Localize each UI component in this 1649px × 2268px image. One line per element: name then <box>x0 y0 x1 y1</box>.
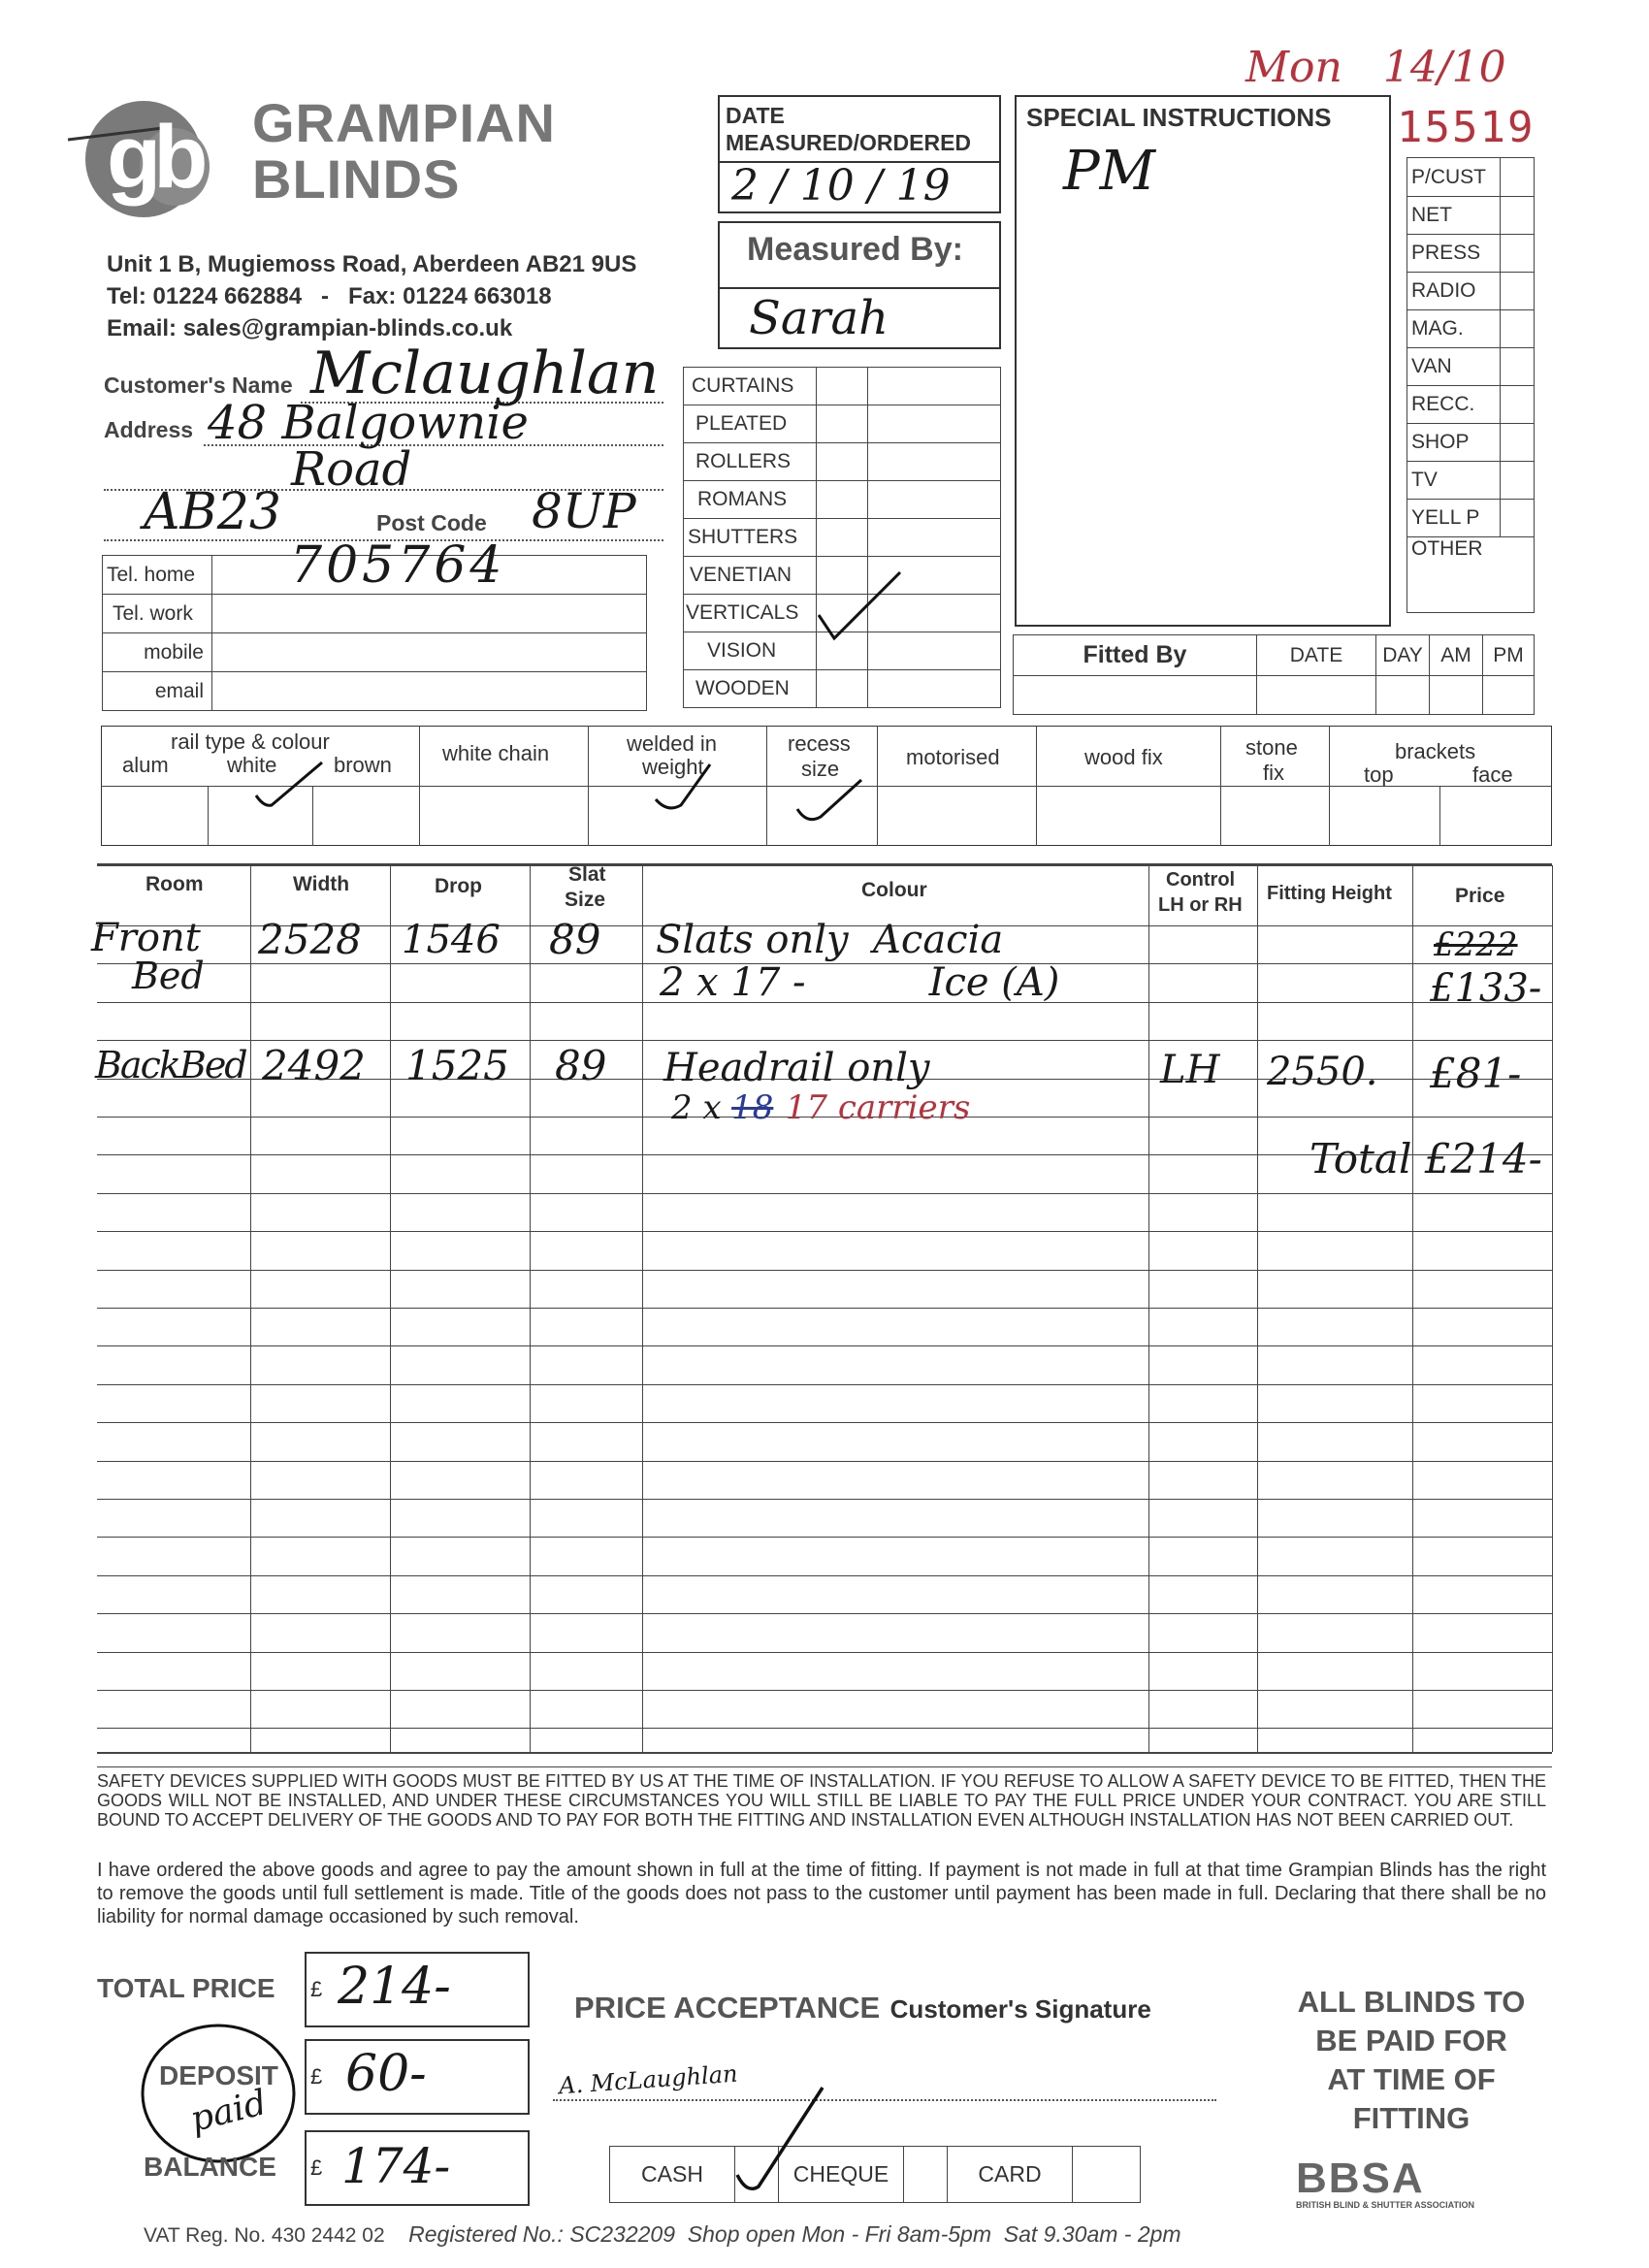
col-control-2: LH or RH <box>1158 894 1243 916</box>
row1-room-2: Bed <box>132 955 205 997</box>
type-curtains: CURTAINS <box>684 368 817 405</box>
deposit-box <box>305 2039 530 2115</box>
white-chain-label: white chain <box>442 741 550 765</box>
table-row <box>97 1422 1552 1423</box>
row2-room: BackBed <box>95 1044 246 1086</box>
fitted-pm-label: PM <box>1483 635 1535 676</box>
vat-number: VAT Reg. No. 430 2442 02 <box>144 2224 385 2247</box>
deposit-currency: £ <box>310 2064 323 2089</box>
price-acceptance-label: PRICE ACCEPTANCE <box>574 1991 881 2025</box>
contact-table <box>102 536 647 711</box>
date-label-2: MEASURED/ORDERED <box>726 130 972 155</box>
cash-option[interactable]: CASH <box>610 2147 735 2203</box>
source-row <box>1407 462 1535 500</box>
payment-check-mark <box>733 2086 830 2202</box>
row1-room-1: Front <box>91 916 201 960</box>
signature-line[interactable] <box>553 2099 1216 2101</box>
tel-home-label: Tel. home <box>103 556 212 595</box>
notice-line-2: BE PAID FOR <box>1315 2024 1507 2057</box>
bbsa-text: BBSA <box>1296 2155 1425 2202</box>
source-row <box>1407 348 1535 386</box>
table-row <box>97 1766 1552 1767</box>
col-fitting-height: Fitting Height <box>1267 883 1392 904</box>
bbsa-subtext: BRITISH BLIND & SHUTTER ASSOCIATION <box>1296 2200 1474 2210</box>
brown-label: brown <box>334 753 392 777</box>
fitted-date-label: DATE <box>1257 635 1376 676</box>
type-romans: ROMANS <box>684 481 817 519</box>
col-width: Width <box>293 873 350 895</box>
blind-types-table <box>683 367 1001 708</box>
table-row <box>97 1461 1552 1462</box>
stone-label-1: stone <box>1245 735 1298 760</box>
tel-home-value: 705764 <box>290 536 506 595</box>
table-row <box>97 1728 1552 1729</box>
brackets-label: brackets <box>1395 739 1476 763</box>
customer-name-label: Customer's Name <box>104 373 293 398</box>
fitted-by-label: Fitted By <box>1014 635 1257 676</box>
row2-colour-2-prefix: 2 x <box>671 1088 722 1127</box>
row1-price-struck: £222 <box>1434 925 1518 964</box>
table-row <box>97 1652 1552 1653</box>
special-instructions-box <box>1015 95 1391 627</box>
table-bottom-border <box>97 1752 1552 1754</box>
type-shutters: SHUTTERS <box>684 519 817 557</box>
total-price-value: 214- <box>338 1958 451 2016</box>
customer-signature-label: Customer's Signature <box>889 1994 1151 2024</box>
table-row <box>97 1690 1552 1691</box>
type-pleated: PLEATED <box>684 405 817 443</box>
deposit-label: DEPOSIT <box>159 2060 278 2090</box>
fitted-table <box>1013 634 1535 715</box>
motorised-label: motorised <box>906 745 1000 769</box>
verticals-check-mark <box>817 567 904 644</box>
type-venetian: VENETIAN <box>684 557 817 595</box>
notice-line-4: FITTING <box>1352 2101 1471 2135</box>
col-price: Price <box>1455 885 1505 907</box>
source-press: PRESS <box>1407 235 1501 273</box>
table-row <box>97 1613 1552 1614</box>
tel-work-field[interactable] <box>212 595 647 633</box>
tel-work-label: Tel. work <box>103 595 212 633</box>
col-drop: Drop <box>435 875 482 897</box>
source-row <box>1407 310 1535 348</box>
white-check-mark <box>250 757 328 815</box>
welded-label-1: welded in <box>627 731 717 756</box>
measured-by-box <box>718 221 1001 349</box>
row2-control: LH <box>1160 1048 1220 1092</box>
fitted-date-field[interactable] <box>1257 676 1376 715</box>
table-row <box>97 1345 1552 1346</box>
tel-home-field[interactable] <box>212 536 647 595</box>
alum-label: alum <box>122 753 169 777</box>
col-room: Room <box>146 873 204 895</box>
notice-line-3: AT TIME OF <box>1327 2062 1496 2096</box>
special-instructions-value: PM <box>1063 140 1156 203</box>
col-control-1: Control <box>1166 869 1236 891</box>
row2-colour-2-struck: 18 <box>731 1088 774 1127</box>
cheque-check-box[interactable] <box>904 2147 948 2203</box>
date-value: 2 / 10 / 19 <box>731 161 951 211</box>
table-row <box>97 1575 1552 1576</box>
recess-check-mark <box>793 776 871 834</box>
stone-label-2: fix <box>1263 761 1284 785</box>
welded-check-mark <box>652 761 729 819</box>
company-name-line2: BLINDS <box>252 148 461 210</box>
order-total: Total £214- <box>1310 1135 1542 1183</box>
source-row <box>1407 158 1535 197</box>
row1-price: £133- <box>1430 966 1542 1011</box>
table-row <box>97 1231 1552 1232</box>
total-price-label: TOTAL PRICE <box>97 1973 275 2003</box>
source-row <box>1407 424 1535 462</box>
table-row <box>97 1308 1552 1309</box>
footer <box>144 2221 1181 2248</box>
source-radio: RADIO <box>1407 273 1501 310</box>
company-logo <box>68 89 233 225</box>
row2-slat: 89 <box>555 1042 607 1089</box>
payment-notice <box>1251 1983 1571 2138</box>
welded-label-2: weight <box>642 755 704 779</box>
mobile-label: mobile <box>103 633 212 672</box>
date-box <box>718 95 1001 213</box>
customer-signature: A. McLaughlan <box>558 2059 739 2100</box>
card-check-box[interactable] <box>1073 2147 1141 2203</box>
payment-method-table <box>609 2146 1141 2203</box>
deposit-note: paid <box>186 2083 271 2140</box>
deposit-value: 60- <box>345 2045 427 2103</box>
postcode-value: 8UP <box>532 483 636 539</box>
type-rollers: ROLLERS <box>684 443 817 481</box>
row1-drop: 1546 <box>402 918 501 962</box>
source-other: OTHER <box>1407 537 1535 613</box>
source-row <box>1407 537 1535 613</box>
source-net: NET <box>1407 197 1501 235</box>
brackets-top-label: top <box>1364 762 1394 787</box>
logo-letters: gb <box>107 108 201 207</box>
address-label: Address <box>104 417 194 442</box>
recess-label-2: size <box>801 757 840 781</box>
type-verticals: VERTICALS <box>684 595 817 632</box>
measured-by-value: Sarah <box>749 291 889 345</box>
total-price-box <box>305 1952 530 2027</box>
table-row <box>97 1193 1552 1194</box>
top-note: Mon 14/10 <box>1245 43 1506 92</box>
row2-drop: 1525 <box>405 1042 509 1089</box>
balance-value: 174- <box>341 2138 451 2194</box>
company-email: Email: sales@grampian-blinds.co.uk <box>107 315 513 341</box>
card-option[interactable]: CARD <box>948 2147 1073 2203</box>
wood-fix-label: wood fix <box>1084 745 1163 769</box>
agreement-terms: I have ordered the above goods and agree to pay the amount shown in full at the time of fitting. If payment is not made in full at that time Grampian Blinds has the right to remove the goods until full settlement is made. Title of the goods does not pass to the customer until payment has been made in full. Declaring that there shall be no liability for normal damage occasioned by such removal. <box>97 1860 1546 1928</box>
col-slat-1: Slat <box>568 863 606 886</box>
fitted-day-label: DAY <box>1376 635 1430 676</box>
row2-width: 2492 <box>262 1042 366 1089</box>
balance-currency: £ <box>310 2155 323 2180</box>
row2-colour-2 <box>671 1088 970 1127</box>
brackets-face-label: face <box>1472 762 1513 787</box>
table-row <box>97 1537 1552 1538</box>
col-slat-2: Size <box>565 889 606 911</box>
source-row <box>1407 273 1535 310</box>
bbsa-logo <box>1296 2157 1568 2210</box>
source-tv: TV <box>1407 462 1501 500</box>
source-pcust: P/CUST <box>1407 158 1501 197</box>
customer-name-value: Mclaughlan <box>310 340 660 407</box>
recess-label-1: recess <box>788 731 851 756</box>
order-number: 15519 <box>1397 103 1536 152</box>
email-field[interactable] <box>212 672 647 711</box>
type-vision: VISION <box>684 632 817 670</box>
row1-width: 2528 <box>258 916 362 963</box>
date-label-1: DATE <box>726 103 785 128</box>
source-row <box>1407 235 1535 273</box>
company-contact <box>107 248 636 344</box>
row1-colour-2: 2 x 17 - Ice (A) <box>660 960 1060 1005</box>
address-line1: 48 Balgownie <box>208 396 529 450</box>
fitted-am-label: AM <box>1430 635 1483 676</box>
company-name <box>252 92 556 210</box>
row2-colour-1: Headrail only <box>663 1046 930 1090</box>
notice-line-1: ALL BLINDS TO <box>1297 1985 1526 2019</box>
table-row <box>97 1040 1552 1041</box>
type-wooden: WOODEN <box>684 670 817 708</box>
col-colour: Colour <box>861 879 927 901</box>
address-line3: AB23 <box>144 483 281 541</box>
source-recc: RECC. <box>1407 386 1501 424</box>
measured-by-label: Measured By: <box>747 231 963 268</box>
balance-box <box>305 2130 530 2206</box>
postcode-label: Post Code <box>376 510 487 535</box>
row1-slat: 89 <box>549 916 601 963</box>
company-tel-fax: Tel: 01224 662884 - Fax: 01224 663018 <box>107 283 552 309</box>
mobile-field[interactable] <box>212 633 647 672</box>
fitted-by-field[interactable] <box>1014 676 1257 715</box>
source-mag: MAG. <box>1407 310 1501 348</box>
special-instructions-label: SPECIAL INSTRUCTIONS <box>1026 103 1332 132</box>
row1-colour-1: Slats only Acacia <box>656 918 1004 962</box>
row2-fitting-height: 2550. <box>1267 1050 1378 1094</box>
source-row <box>1407 386 1535 424</box>
row2-price: £81- <box>1430 1050 1522 1097</box>
white-label: white <box>227 753 277 777</box>
email-label: email <box>103 672 212 711</box>
address-line2: Road <box>291 442 412 497</box>
company-name-line1: GRAMPIAN <box>252 92 556 153</box>
cheque-option[interactable]: CHEQUE <box>779 2147 904 2203</box>
price-acceptance <box>574 1991 1151 2025</box>
table-row <box>97 1270 1552 1271</box>
row2-colour-2-red: 17 carriers <box>785 1088 971 1127</box>
source-row <box>1407 500 1535 537</box>
source-list <box>1406 157 1535 613</box>
safety-terms: SAFETY DEVICES SUPPLIED WITH GOODS MUST BE FITTED BY US AT THE TIME OF INSTALLATION. IF YOU REFUSE TO ALLOW A SAFETY DEVICE TO BE FITTED, THEN THE GOODS WILL NOT BE INSTALLED, AND UNDER THESE CIRCUMSTANCES YOU WILL STILL BE LIABLE TO PAY THE FULL PRICE UNDER YOUR CONTRACT. YOU ARE STILL BOUND TO ACCEPT DELIVERY OF THE GOODS AND TO PAY FOR BOTH THE FITTING AND INSTALLATION EVEN ALTHOUGH INSTALLATION HAS NOT BEEN CARRIED OUT. <box>97 1771 1546 1830</box>
source-yellp: YELL P <box>1407 500 1501 537</box>
source-van: VAN <box>1407 348 1501 386</box>
table-row <box>97 1384 1552 1385</box>
balance-label: BALANCE <box>144 2152 276 2182</box>
total-currency: £ <box>310 1977 323 2001</box>
table-row <box>97 1499 1552 1500</box>
rail-type-label: rail type & colour <box>171 729 330 754</box>
source-row <box>1407 197 1535 235</box>
company-address: Unit 1 B, Mugiemoss Road, Aberdeen AB21 9US <box>107 251 637 277</box>
registration-info: Registered No.: SC232209 Shop open Mon - Fri 8am-5pm Sat 9.30am - 2pm <box>408 2221 1181 2247</box>
source-shop: SHOP <box>1407 424 1501 462</box>
